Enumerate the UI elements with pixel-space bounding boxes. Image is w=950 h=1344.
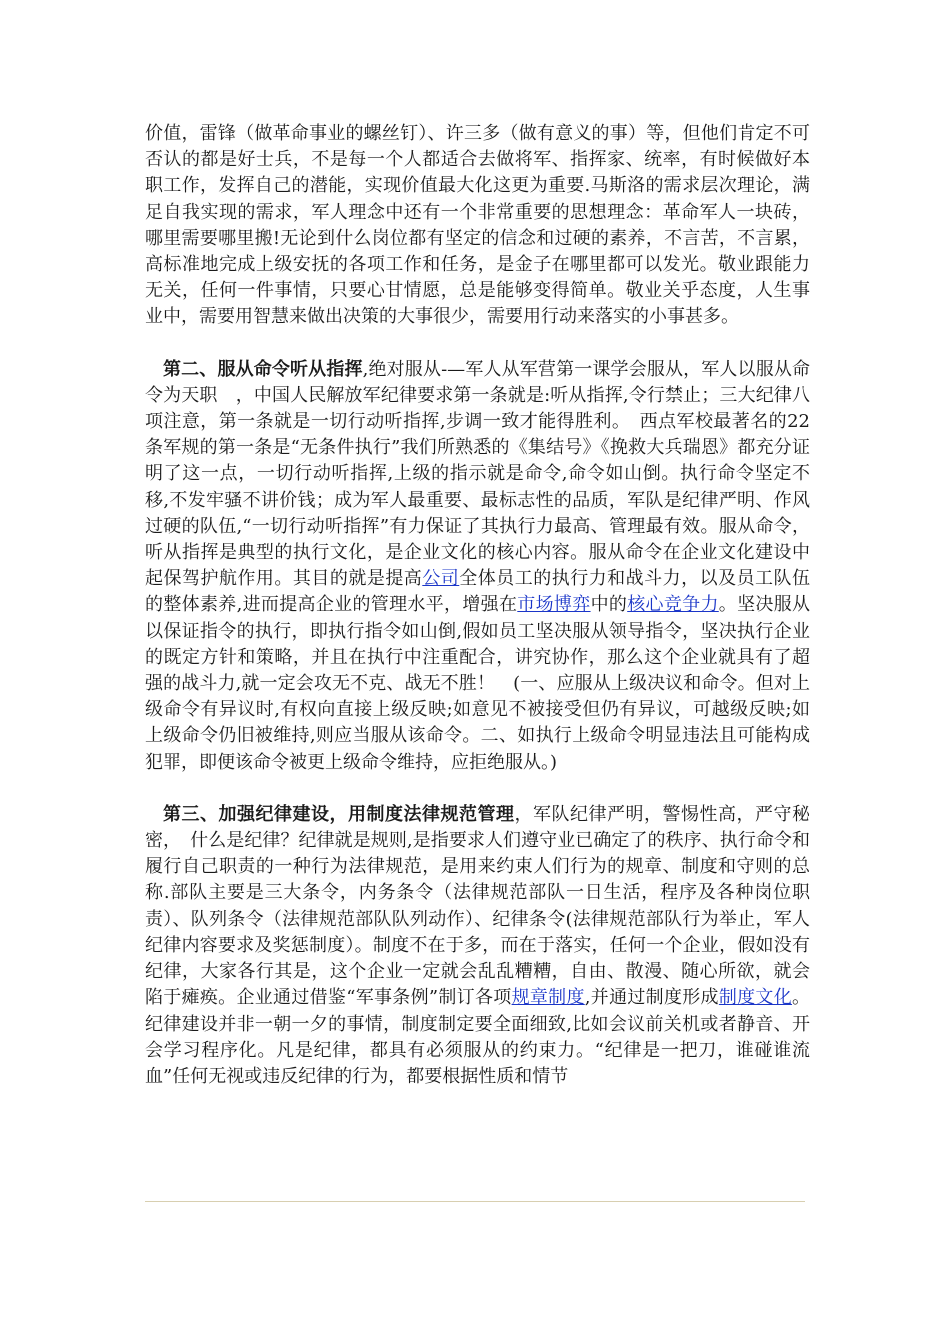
paragraph-3: [145, 802, 810, 1090]
body-text: ,绝对服从-—军人从军营第一课学会服从，军人以服从命令为天职 ，中国人民解放军纪律要求第一条就是:听从指挥,令行禁止；三大纪律八项注意，第一条就是一切行动听指挥,步调一致才能得胜利。 西点军校最著名的22条军规的第一条是“无条件执行”我们所熟悉的《集结号》《挽救大兵瑞恩》都充分证明了这一点，一切行动听指挥,上级的指示就是命令,命令如山倒。执行命令坚定不移,不发牢骚不讲价钱；成为军人最重要、最标志性的品质，军队是纪律严明、作风过硬的队伍,“一切行动听指挥”有力保证了其执行力最高、管理最有效。服从命令，听从指挥是典型的执行文化，是企业文化的核心内容。服从命令在企业文化建设中起保驾护航作用。其目的就是提高: [145, 358, 810, 590]
body-text: ,并通过制度形成: [584, 987, 719, 1009]
body-text: ，军队纪律严明，警惕性高，严守秘密， 什么是纪律？纪律就是规则,是指要求人们遵守业已确定了的秩序、执行命令和履行自己职责的一种行为法律规范，是用来约束人们行为的规章、制度和守则的总称.部队主要是三大条令，内务条令（法律规范部队一日生活，程序及各种岗位职责）、队列条令（法律规范部队队列动作）、纪律条令(法律规范部队行为举止，军人纪律内容要求及奖惩制度）。制度不在于多，而在于落实，任何一个企业，假如没有纪律，大家各行其是，这个企业一定就会乱乱糟糟，自由、散漫、随心所欲，就会陷于瘫痪。企业通过借鉴“军事条例”制订各项: [145, 803, 810, 1009]
inline-link[interactable]: 公司: [422, 568, 460, 590]
body-text: 全体员工的执行力和战斗力，以及员工队伍的整体素养,进而提高企业的管理水平，增强在: [145, 568, 811, 616]
body-text: 。纪律建设并非一朝一夕的事情，制度制定要全面细致,比如会议前关机或者静音、开会学习程序化。凡是纪律，都具有必须服从的约束力。“纪律是一把刀，谁碰谁流血”任何无视或违反纪律的行为，都要根据性质和情节: [145, 987, 811, 1087]
document-body: [145, 121, 810, 1090]
paragraph-1: [145, 121, 810, 331]
section-heading: 第三、加强纪律建设，用制度法律规范管理: [163, 803, 515, 825]
section-heading: 第二、服从命令听从指挥: [163, 358, 363, 380]
body-text: 中的: [590, 594, 628, 616]
footer-divider: [145, 1201, 805, 1202]
inline-link[interactable]: 核心竞争力: [627, 594, 719, 616]
inline-link[interactable]: 市场博弈: [517, 594, 591, 616]
inline-link[interactable]: 规章制度: [511, 987, 585, 1009]
inline-link[interactable]: 制度文化: [718, 987, 793, 1009]
body-text: 。坚决服从以保证指令的执行，即执行指令如山倒,假如员工坚决服从领导指令，坚决执行企业的既定方针和策略，并且在执行中注重配合，讲究协作，那么这个企业就具有了超强的战斗力,就一定会攻无不克、战无不胜！ (一、应服从上级决议和命令。但对上级命令有异议时,有权向直接上级反映;如意见不被接受但仍有异议，可越级反映;如上级命令仍旧被维持,则应当服从该命令。二、如执行上级命令明显违法且可能构成犯罪，即便该命令被更上级命令维持，应拒绝服从。): [145, 594, 811, 773]
paragraph-2: [145, 357, 810, 776]
body-text: 价值，雷锋（做革命事业的螺丝钉）、许三多（做有意义的事）等，但他们肯定不可否认的都是好士兵，不是每一个人都适合去做将军、指挥家、统率，有时候做好本职工作，发挥自己的潜能，实现价值最大化这更为重要.马斯洛的需求层次理论，满足自我实现的需求，军人理念中还有一个非常重要的思想理念：革命军人一块砖，哪里需要哪里搬!无论到什么岗位都有坚定的信念和过硬的素养，不言苦，不言累，高标准地完成上级安抚的各项工作和任务，是金子在哪里都可以发光。敬业跟能力无关，任何一件事情，只要心甘情愿，总是能够变得简单。敬业关乎态度，人生事业中，需要用智慧来做出决策的大事很少，需要用行动来落实的小事甚多。: [145, 123, 810, 328]
